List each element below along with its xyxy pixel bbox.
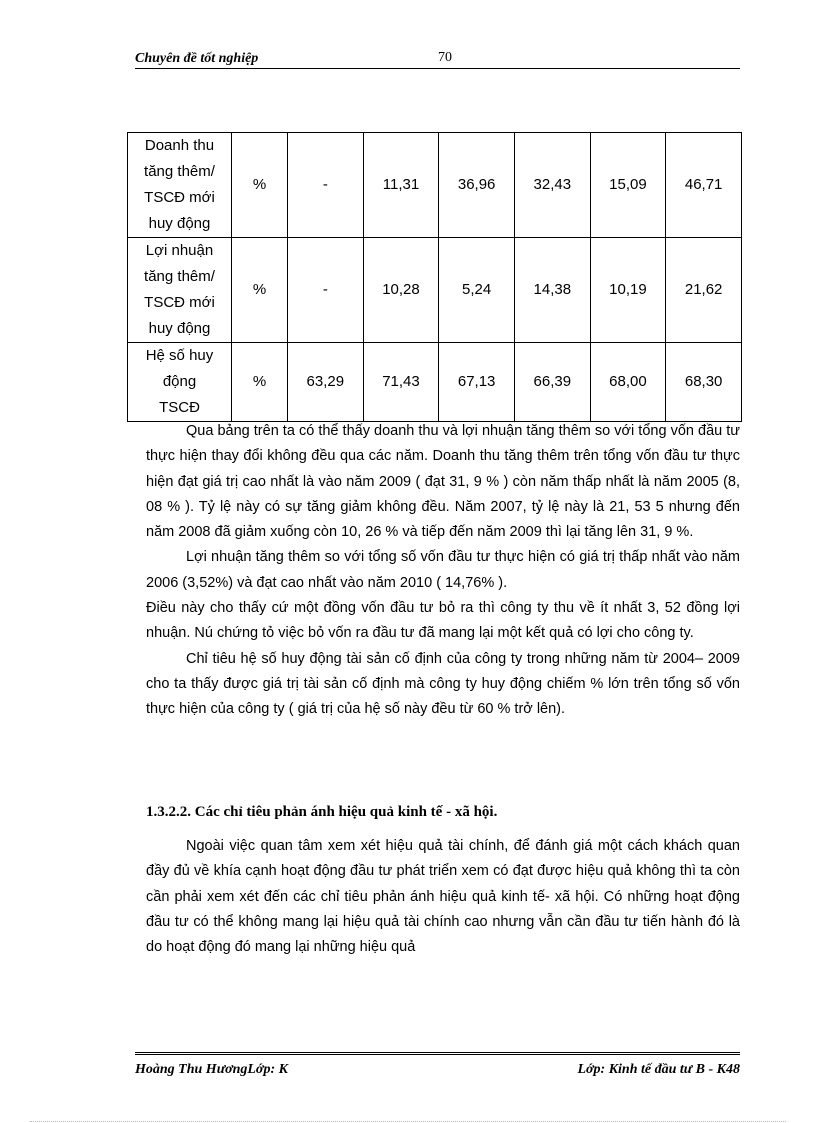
- value-cell: 10,28: [363, 238, 439, 343]
- value-cell: 67,13: [439, 343, 515, 422]
- value-cell: 68,30: [666, 343, 742, 422]
- value-cell: -: [288, 133, 364, 238]
- paragraph: Chỉ tiêu hệ số huy động tài sản cố định của công ty trong những năm từ 2004– 2009 cho ta thấy được giá trị tài sản cố định mà công ty huy động chiếm % lớn trên tổng số vốn thực hiện của công ty ( giá trị của hệ số này đều từ 60 % trở lên).: [146, 650, 740, 718]
- footer-class: Lớp: Kinh tế đầu tư B - K48: [577, 1062, 740, 1077]
- paragraph: Ngoài việc quan tâm xem xét hiệu quả tài chính, để đánh giá một cách khách quan đầy đủ về khía cạnh hoạt động đầu tư phát triển xem có đạt được hiệu quả không thì ta còn cần phải xem xét đến các chỉ tiêu phản ánh hiệu quả kinh tế- xã hội. Có những hoạt động đầu tư có thể không mang lại hiệu quả tài chính cao nhưng vẫn cần đầu tư tiến hành đó là do hoạt động đó mang lại những hiệu quả: [146, 838, 740, 956]
- paragraph: Qua bảng trên ta có thể thấy doanh thu và lợi nhuận tăng thêm so với tổng vốn đầu tư thực hiện thay đổi không đều qua các năm. Doanh thu tăng thêm trên tổng vốn đầu tư thực hiện đạt giá trị cao nhất là vào năm 2009 ( đạt 31, 9 % ) còn năm thấp nhất là năm 2005 (8, 08 % ). Tỷ lệ này có sự tăng giảm không đều. Năm 2007, tỷ lệ này là 21, 53 5 nhưng đến năm 2008 đã giảm xuống còn 10, 26 % và tiếp đến năm 2009 thì lại tăng lên 31, 9 %.: [146, 423, 740, 541]
- unit-cell: %: [232, 133, 288, 238]
- footer-author: Hoàng Thu HươngLớp: K: [135, 1062, 288, 1077]
- row-label: Hệ số huy động TSCĐ: [128, 343, 232, 422]
- value-cell: 5,24: [439, 238, 515, 343]
- row-label: Lợi nhuận tăng thêm/ TSCĐ mới huy động: [128, 238, 232, 343]
- paragraph: Điều này cho thấy cứ một đồng vốn đầu tư bỏ ra thì công ty thu về ít nhất 3, 52 đồng lợi nhuận. Nú chứng tỏ việc bỏ vốn ra đầu tư đã mang lại một kết quả có lợi cho công ty.: [146, 600, 740, 642]
- value-cell: 32,43: [514, 133, 590, 238]
- table-row: [128, 133, 742, 238]
- value-cell: 71,43: [363, 343, 439, 422]
- indicator-table: [127, 132, 742, 422]
- page-footer: [135, 1052, 740, 1085]
- section-body: [146, 834, 740, 960]
- value-cell: 66,39: [514, 343, 590, 422]
- section-heading: 1.3.2.2. Các chỉ tiêu phản ánh hiệu quả kinh tế - xã hội.: [146, 804, 498, 820]
- row-label: Doanh thu tăng thêm/ TSCĐ mới huy động: [128, 133, 232, 238]
- value-cell: 36,96: [439, 133, 515, 238]
- value-cell: 15,09: [590, 133, 666, 238]
- page-number: 70: [438, 50, 452, 65]
- unit-cell: %: [232, 343, 288, 422]
- value-cell: 63,29: [288, 343, 364, 422]
- value-cell: 46,71: [666, 133, 742, 238]
- header-title: Chuyên đề tốt nghiệp: [135, 51, 259, 66]
- value-cell: -: [288, 238, 364, 343]
- unit-cell: %: [232, 238, 288, 343]
- table-row: [128, 238, 742, 343]
- value-cell: 21,62: [666, 238, 742, 343]
- paragraph: Lợi nhuận tăng thêm so với tổng số vốn đầu tư thực hiện có giá trị thấp nhất vào năm 2006 (3,52%) và đạt cao nhất vào năm 2010 ( 14,76% ).: [146, 549, 740, 591]
- value-cell: 68,00: [590, 343, 666, 422]
- value-cell: 10,19: [590, 238, 666, 343]
- body-text: [146, 419, 740, 723]
- value-cell: 14,38: [514, 238, 590, 343]
- value-cell: 11,31: [363, 133, 439, 238]
- table-row: [128, 343, 742, 422]
- page-bottom-divider: [30, 1121, 786, 1122]
- page-header: [135, 50, 740, 69]
